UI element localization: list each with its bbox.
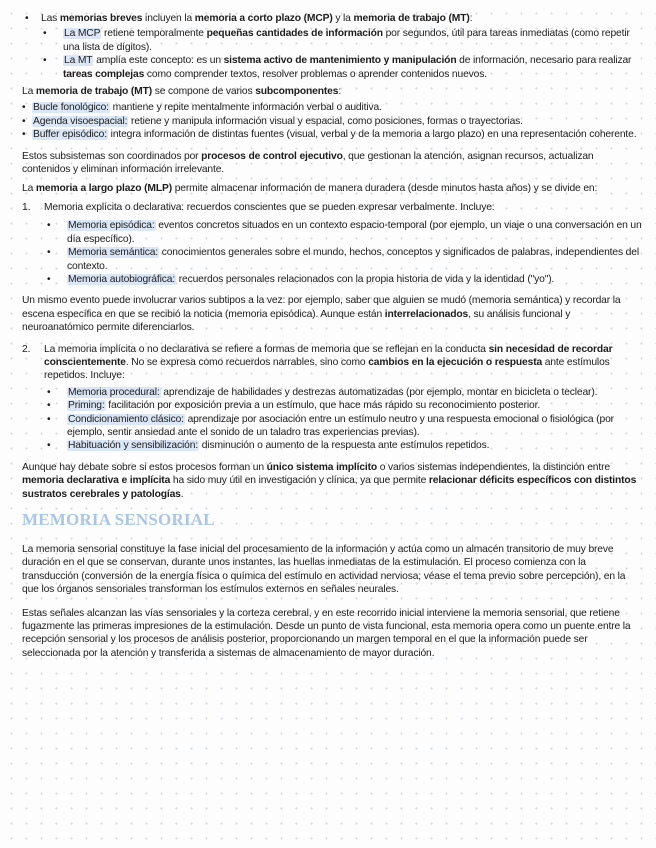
bullet-icon: • (43, 28, 47, 40)
paragraph: Aunque hay debate sobre si estos procesos forman un único sistema implícito o varios sistemas independientes, la distinción entre memoria declarativa e implícita ha sido muy útil en investigación y clínica, ya que permite relacionar déficits específicos con distintos sustratos cerebrales y patologías. (22, 461, 637, 500)
list-item: • Memoria autobiográfica: recuerdos personales relacionados con la propia historia de vida y la identidad ("yo"). (47, 273, 555, 285)
highlight: La MCP (64, 28, 101, 40)
explicit-sublist (22, 219, 642, 286)
bullet-icon: • (47, 413, 51, 425)
bullet-icon: • (47, 400, 51, 412)
paragraph: Un mismo evento puede involucrar varios subtipos a la vez: por ejemplo, saber que alguien se mudó (memoria semántica) y recordar la escena específica en que se recibió la noticia (memoria episódica). Aunque están interrelacionados, su análisis funcional y neuroanatómico permite diferenciarlos. (22, 295, 621, 334)
bullet-icon: • (22, 115, 26, 127)
highlight: Priming: (68, 400, 105, 412)
highlight: Buffer episódico: (33, 129, 107, 141)
highlight: Memoria autobiográfica: (68, 273, 176, 285)
memory-types-list (22, 201, 642, 214)
paragraph: Estas señales alcanzan las vías sensoriales y la corteza cerebral, y en este recorrido inicial interviene la memoria sensorial, que retiene fugazmente las primeras impresiones de la estimulación. Desde un punto de vista funcional, esta memoria opera como un puente entre la recepción sensorial y los procesos de análisis posterior, proporcionando un margen temporal en el que la información puede ser seleccionada por la atención y transferida a sistemas de almacenamiento de mayor duración. (22, 607, 631, 659)
list-item: • Memoria procedural: aprendizaje de habilidades y destrezas automatizadas (por ejemplo, montar en bicicleta o teclear). (47, 386, 598, 398)
memory-types-list-2 (22, 343, 642, 383)
paragraph: Estos subsistemas son coordinados por procesos de control ejecutivo, que gestionan la atención, asignan recursos, actualizan contenidos y eliminan información irrelevante. (22, 150, 594, 176)
highlight: Bucle fonológico: (33, 102, 109, 114)
list-item: • Habituación y sensibilización: disminución o aumento de la respuesta ante estímulos repetidos. (47, 440, 490, 452)
section-heading: MEMORIA SENSORIAL (22, 510, 215, 529)
list-item: • Condicionamiento clásico: aprendizaje por asociación entre un estímulo neutro y una respuesta emocional o fisiológica (por ejemplo, sentir ansiedad ante el sonido de un taladro tras experiencias previas). (47, 413, 614, 438)
highlight: Agenda visoespacial: (33, 115, 128, 127)
bullet-icon: • (47, 273, 51, 285)
list-item: • Memoria episódica: eventos concretos situados en un contexto espacio-temporal (por ejemplo, un viaje o una conversación en un día específico). (47, 220, 642, 245)
highlight: Condicionamiento clásico: (68, 413, 184, 425)
list-item: • Priming: facilitación por exposición previa a un estímulo, que hace más rápido su reconocimiento posterior. (47, 400, 541, 412)
paragraph: La memoria a largo plazo (MLP) permite almacenar información de manera duradera (desde minutos hasta años) y se divide en: (22, 183, 598, 195)
bullet-icon: • (25, 13, 29, 24)
bullet-icon: • (43, 55, 47, 67)
list-item: • Buffer episódico: integra información de distintas fuentes (visual, verbal y de la memoria a largo plazo) en una representación coherente. (22, 129, 637, 141)
bullet-icon: • (47, 386, 51, 398)
bullet-icon: • (22, 129, 26, 141)
list-item: • Agenda visoespacial: retiene y manipula información visual y espacial, como posiciones, formas o trayectorias. (22, 115, 523, 127)
list-item: 2. La memoria implícita o no declarativa se refiere a formas de memoria que se reflejan en la conducta sin necesidad de recordar conscientemente. No se expresa como recuerdos narrables, sino como cambios en la ejecución o respuesta ante estímulos repetidos. Incluye: (22, 343, 613, 382)
highlight: Memoria procedural: (68, 386, 160, 398)
list-item: 1. Memoria explícita o declarativa: recuerdos conscientes que se pueden expresar verbalmente. Incluye: (22, 201, 495, 213)
bullet-icon: • (47, 220, 51, 232)
bullet-icon: • (47, 247, 51, 259)
list-number: 2. (22, 343, 31, 355)
list-item: • La MT amplía este concepto: es un sistema activo de mantenimiento y manipulación de información, necesario para realizar tareas complejas como comprender textos, resolver problemas o aprender contenidos nuevos. (43, 55, 632, 80)
mt-components-list (22, 101, 642, 141)
bullet-icon: • (47, 440, 51, 452)
list-item: • Las memorias breves incluyen la memoria a corto plazo (MCP) y la memoria de trabajo (MT): (25, 13, 473, 24)
short-memory-list (22, 12, 642, 25)
highlight: Habituación y sensibilización: (68, 440, 199, 452)
implicit-sublist (22, 386, 642, 453)
list-number: 1. (22, 201, 31, 213)
short-memory-sublist (22, 27, 642, 81)
highlight: Memoria episódica: (68, 220, 155, 232)
paragraph: La memoria de trabajo (MT) se compone de varios subcomponentes: (22, 86, 342, 98)
highlight: Memoria semántica: (68, 247, 159, 259)
list-item: • La MCP retiene temporalmente pequeñas cantidades de información por segundos, útil para tareas inmediatas (como repetir una lista de dígitos). (43, 28, 630, 53)
highlight: La MT (64, 55, 93, 67)
paragraph: La memoria sensorial constituye la fase inicial del procesamiento de la información y actúa como un almacén transitorio de muy breve duración en el que se conservan, durante unos instantes, las huellas inmediatas de la estimulación. El proceso comienza con la transducción (conversión de la energía física o química del estímulo en actividad nerviosa; véase el tema previo sobre percepción), en la que los órganos sensoriales transforman los estímulos externos en señales neurales. (22, 544, 626, 596)
bullet-icon: • (22, 102, 26, 114)
list-item: • Bucle fonológico: mantiene y repite mentalmente información verbal o auditiva. (22, 102, 382, 114)
list-item: • Memoria semántica: conocimientos generales sobre el mundo, hechos, conceptos y significados de palabras, independientes del contexto. (47, 247, 639, 272)
